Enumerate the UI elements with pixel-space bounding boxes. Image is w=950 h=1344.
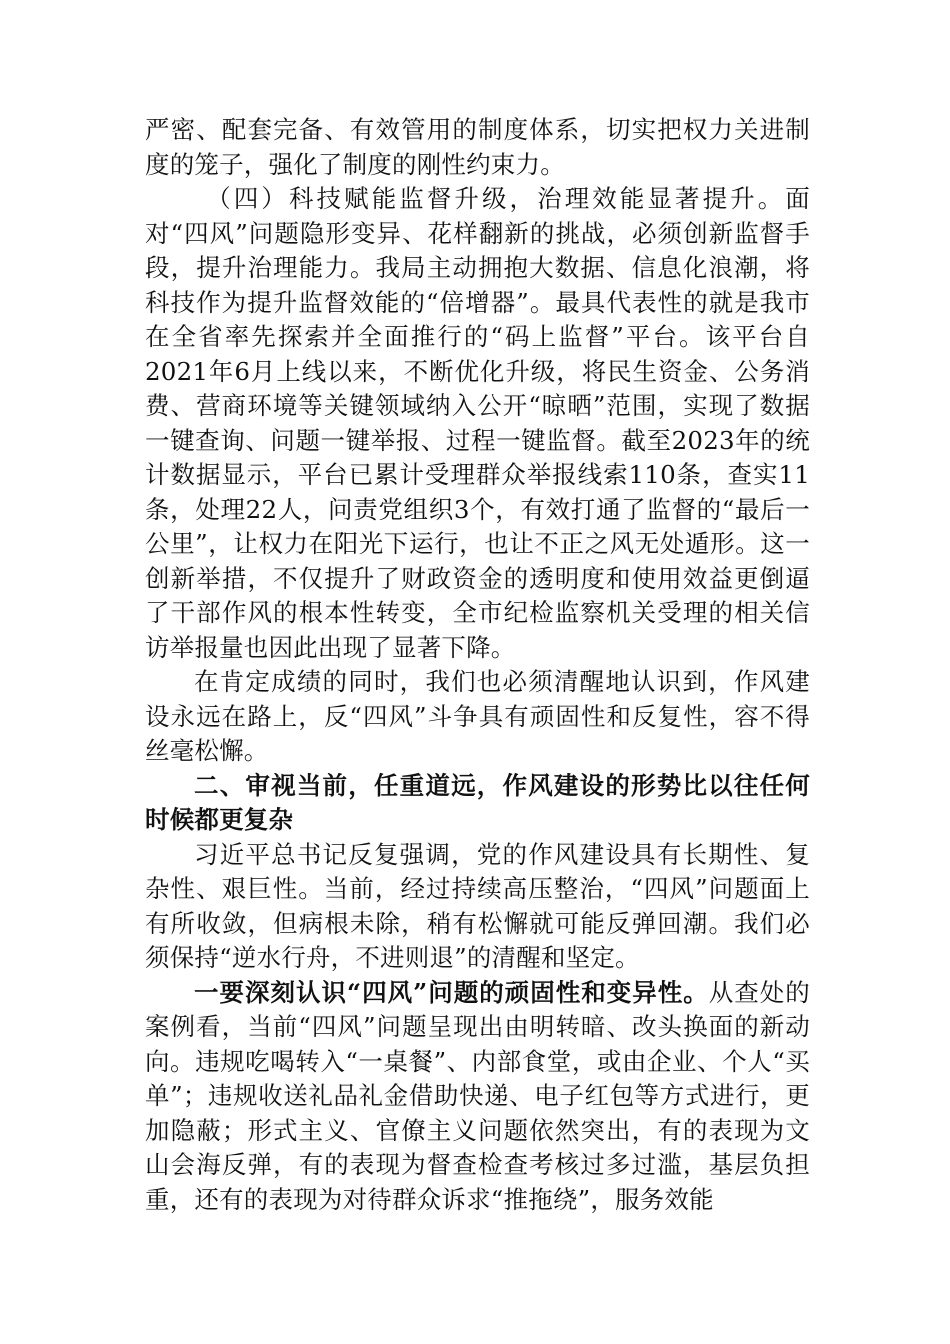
paragraph-body-text: 从查处的案例看，当前“四风”问题呈现出由明转暗、改头换面的新动向。违规吃喝转入“一桌餐”、内部食堂，或由企业、个人“买单”；违规收送礼品礼金借助快递、电子红包等方式进行，更加隐蔽；形式主义、官僚主义问题依然突出，有的表现为文山会海反弹，有的表现为督查检查考核过多过滥，基层负担重，还有的表现为对待群众诉求“推拖绕”，服务效能: [145, 977, 810, 1214]
paragraph-tech-supervision: （四）科技赋能监督升级，治理效能显著提升。面对“四风”问题隐形变异、花样翻新的挑战，必须创新监督手段，提升治理能力。我局主动拥抱大数据、信息化浪潮，将科技作为提升监督效能的“倍增器”。最具代表性的就是我市在全省率先探索并全面推行的“码上监督”平台。该平台自2021年6月上线以来，不断优化升级，将民生资金、公务消费、营商环境等关键领域纳入公开“晾晒”范围，实现了数据一键查询、问题一键举报、过程一键监督。截至2023年的统计数据显示，平台已累计受理群众举报线索110条，查实11条，处理22人，问责党组织3个，有效打通了监督的“最后一公里”，让权力在阳光下运行，也让不正之风无处遁形。这一创新举措，不仅提升了财政资金的透明度和使用效益更倒逼了干部作风的根本性转变，全市纪检监察机关受理的相关信访举报量也因此出现了显著下降。: [145, 184, 810, 662]
section-heading-2: 二、审视当前，任重道远，作风建设的形势比以往任何时候都更复杂: [145, 770, 810, 834]
document-body: [145, 113, 810, 1217]
paragraph-lead-sentence: 一要深刻认识“四风”问题的顽固性和变异性。: [194, 977, 709, 1007]
paragraph-xi-emphasis: 习近平总书记反复强调，党的作风建设具有长期性、复杂性、艰巨性。当前，经过持续高压整治，“四风”问题面上有所收敛，但病根未除，稍有松懈就可能反弹回潮。我们必须保持“逆水行舟，不进则退”的清醒和坚定。: [145, 839, 810, 972]
paragraph-affirm-achievements: 在肯定成绩的同时，我们也必须清醒地认识到，作风建设永远在路上，反“四风”斗争具有顽固性和反复性，容不得丝毫松懈。: [145, 667, 810, 765]
paragraph-institutional-system: 严密、配套完备、有效管用的制度体系，切实把权力关进制度的笼子，强化了制度的刚性约束力。: [145, 115, 810, 179]
paragraph-recognize-stubbornness: [145, 976, 810, 1218]
